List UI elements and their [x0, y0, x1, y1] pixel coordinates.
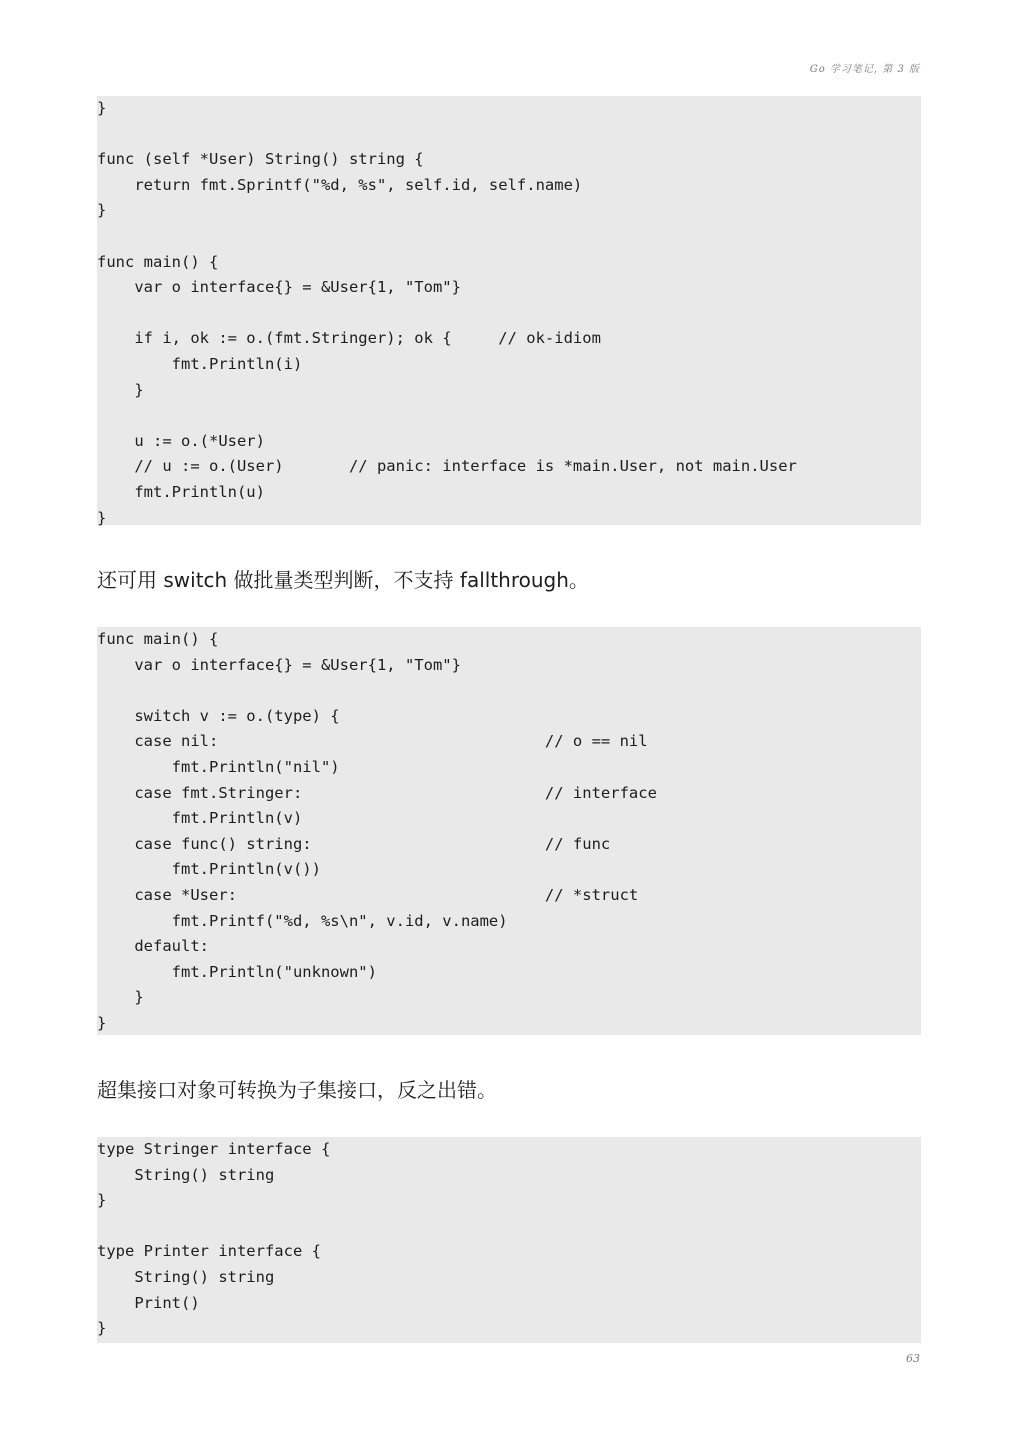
- code-block-1: [97, 96, 921, 525]
- code-line: }: [97, 1191, 107, 1210]
- page-number: 63: [906, 1352, 920, 1365]
- code-line: switch v := o.(type) {: [97, 706, 340, 725]
- code-line: Print(): [97, 1293, 200, 1312]
- code-line: }: [97, 508, 107, 527]
- code-line: String() string: [97, 1267, 275, 1286]
- body-paragraph: 还可用 switch 做批量类型判断，不支持 fallthrough。: [97, 568, 589, 592]
- code-line: func (self *User) String() string {: [97, 150, 424, 169]
- code-line: case func() string: // func: [97, 834, 611, 853]
- code-line: }: [97, 1319, 107, 1338]
- code-line: fmt.Println(v()): [97, 860, 321, 879]
- code-line: type Printer interface {: [97, 1242, 321, 1261]
- code-block-2: [97, 627, 921, 1035]
- body-paragraph: 超集接口对象可转换为子集接口，反之出错。: [97, 1078, 497, 1102]
- code-line: [97, 301, 921, 327]
- code-line: type Stringer interface {: [97, 1140, 331, 1158]
- code-line: String() string: [97, 1165, 275, 1184]
- code-line: case fmt.Stringer: // interface: [97, 783, 657, 802]
- code-line: }: [97, 380, 144, 399]
- code-line: func main() {: [97, 252, 219, 271]
- code-line: }: [97, 99, 107, 117]
- code-line: fmt.Println("unknown"): [97, 962, 377, 981]
- code-line: u := o.(*User): [97, 431, 265, 450]
- code-line: func main() {: [97, 630, 219, 648]
- code-line: }: [97, 1013, 107, 1032]
- code-line: case *User: // *struct: [97, 885, 639, 904]
- code-line: fmt.Println(i): [97, 354, 303, 373]
- code-line: [97, 1214, 921, 1240]
- running-header: Go 学习笔记, 第 3 版: [809, 64, 920, 75]
- code-line: if i, ok := o.(fmt.Stringer); ok { // ok-idiom: [97, 329, 601, 348]
- code-line: [97, 122, 921, 148]
- code-line: // u := o.(User) // panic: interface is *main.User, not main.User: [97, 457, 797, 476]
- code-line: default:: [97, 937, 209, 956]
- code-line: [97, 224, 921, 250]
- code-block-3: [97, 1137, 921, 1343]
- code-line: [97, 403, 921, 429]
- code-line: fmt.Println("nil"): [97, 757, 340, 776]
- code-line: fmt.Printf("%d, %s\n", v.id, v.name): [97, 911, 508, 930]
- code-line: var o interface{} = &User{1, "Tom"}: [97, 278, 461, 297]
- code-line: case nil: // o == nil: [97, 732, 648, 751]
- code-line: }: [97, 201, 107, 220]
- code-line: [97, 678, 921, 704]
- code-line: fmt.Println(u): [97, 482, 265, 501]
- code-line: fmt.Println(v): [97, 809, 303, 828]
- code-line: return fmt.Sprintf("%d, %s", self.id, self.name): [97, 175, 583, 194]
- code-line: var o interface{} = &User{1, "Tom"}: [97, 655, 461, 674]
- code-line: }: [97, 988, 144, 1007]
